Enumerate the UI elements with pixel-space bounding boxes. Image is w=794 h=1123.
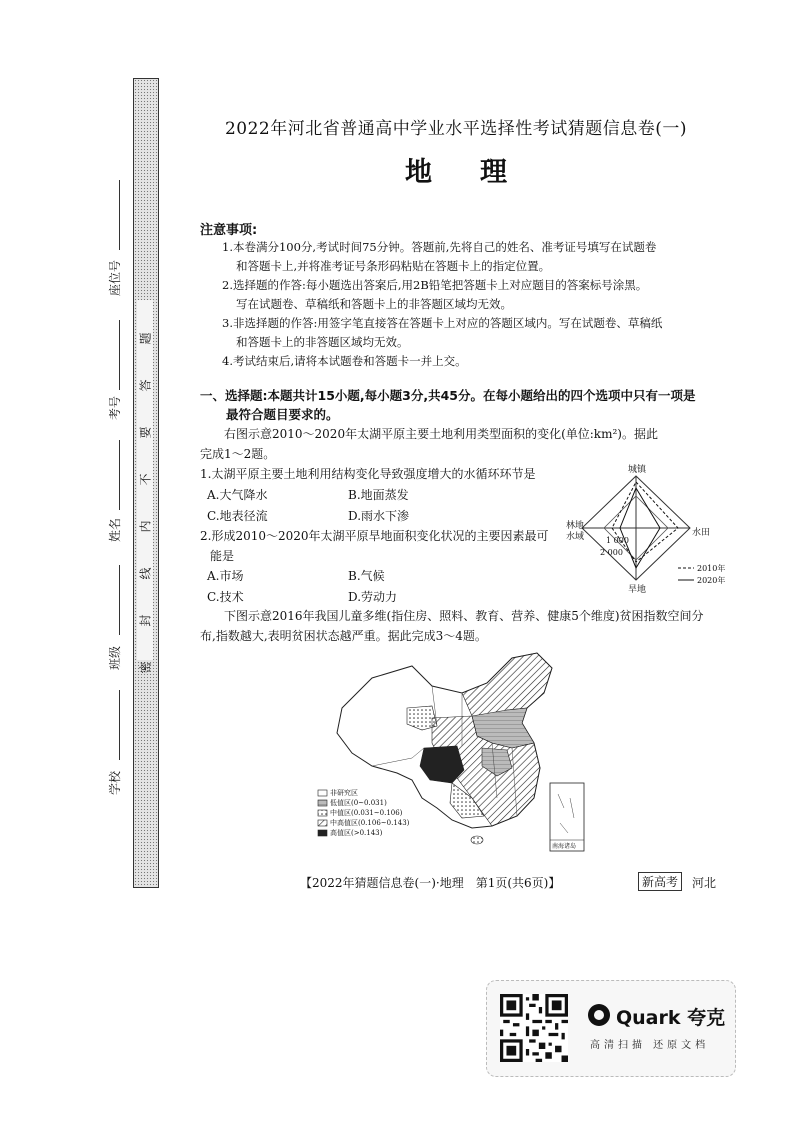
map-legend-item: 高值区(>0.143): [330, 829, 383, 837]
section-heading-line: 一、选择题:本题共计15小题,每小题3分,共45分。在每小题给出的四个选项中只有一项是: [200, 388, 696, 403]
radar-tick: 2 000: [600, 548, 623, 557]
question-1: [200, 464, 560, 484]
radar-legend-2020: 2020年: [697, 576, 726, 585]
map-legend-item: 中高值区(0.106~0.143): [330, 819, 410, 827]
question-2: [200, 526, 560, 566]
seat-number-label: 座位号: [108, 259, 122, 296]
strip-char: 不: [138, 473, 153, 486]
map-legend-item: 中值区(0.031~0.106): [330, 809, 403, 817]
intro-paragraph-2: [200, 606, 730, 646]
option-c[interactable]: C.地表径流: [207, 509, 268, 523]
radar-legend-2010: 2010年: [697, 564, 726, 573]
option-d[interactable]: D.雨水下渗: [348, 509, 410, 523]
school-label: 学校: [108, 770, 122, 795]
name-line: [119, 440, 120, 510]
intro-line: 布,指数越大,表明贫困状态越严重。据此完成3～4题。: [200, 629, 487, 643]
map-legend: [330, 788, 409, 838]
note-line: 和答题卡上的非答题区域均无效。: [236, 335, 409, 349]
strip-char: 题: [138, 332, 153, 345]
radar-label-dryland: 旱地: [628, 585, 647, 595]
question-stem: 1.太湖平原主要土地利用结构变化导致强度增大的水循环环节是: [200, 467, 536, 481]
radar-label-forest: 林地: [566, 521, 585, 531]
strip-char: 内: [138, 520, 153, 533]
class-line: [119, 565, 120, 635]
option-c[interactable]: C.技术: [207, 590, 244, 604]
exam-title: 2022年河北省普通高中学业水平选择性考试猜题信息卷(一): [224, 119, 688, 139]
seat-number-line: [119, 180, 120, 250]
notes-heading: 注意事项:: [200, 223, 258, 238]
option-b[interactable]: B.地面蒸发: [348, 488, 409, 502]
option-b[interactable]: B.气候: [348, 569, 385, 583]
map-inset-label: 南海诸岛: [552, 843, 577, 850]
name-label: 姓名: [108, 517, 122, 542]
footer-badge: 新高考: [638, 872, 682, 891]
intro-line: 右图示意2010～2020年太湖平原主要土地利用类型面积的变化(单位:km²)。据此: [224, 427, 658, 441]
footer-province: 河北: [692, 876, 717, 890]
radar-tick: 1 000: [606, 536, 629, 545]
map-legend-item: 低值区(0~0.031): [330, 799, 387, 807]
option-a[interactable]: A.市场: [207, 569, 244, 583]
school-line: [119, 690, 120, 760]
strip-char: 答: [138, 379, 153, 392]
note-line: 写在试题卷、草稿纸和答题卡上的非答题区域均无效。: [236, 297, 512, 311]
binding-strip-text: [137, 330, 153, 676]
quark-logo-icon: [588, 1004, 610, 1026]
page-footer: 【2022年猜题信息卷(一)·地理 第1页(共6页)】: [300, 876, 561, 890]
question-stem: 能是: [210, 549, 235, 563]
strip-char: 密: [138, 661, 153, 674]
section-heading: [200, 386, 730, 424]
qr-code-icon: [500, 994, 568, 1062]
quark-brand-name: Quark 夸克: [616, 1007, 726, 1029]
intro-line: 下图示意2016年我国儿童多维(指住房、照料、教育、营养、健康5个维度)贫困指数空间分: [224, 609, 704, 623]
option-a[interactable]: A.大气降水: [207, 488, 268, 502]
radar-label-paddy: 水田: [692, 528, 711, 538]
note-line: 2.选择题的作答:每小题选出答案后,用2B铅笔把答题卡上对应题目的答案标号涂黑。: [222, 278, 648, 292]
map-legend-item: 非研究区: [330, 789, 358, 797]
exam-number-line: [119, 320, 120, 390]
subject-title: 地理: [405, 157, 555, 188]
section-heading-line: 最符合题目要求的。: [226, 407, 339, 422]
option-d[interactable]: D.劳动力: [348, 590, 398, 604]
exam-number-label: 考号: [108, 395, 122, 420]
note-line: 1.本卷满分100分,考试时间75分钟。答题前,先将自己的姓名、准考证号填写在试题卷: [222, 240, 657, 254]
note-line: 4.考试结束后,请将本试题卷和答题卡一并上交。: [222, 354, 467, 368]
strip-char: 线: [138, 567, 153, 580]
intro-line: 完成1～2题。: [200, 447, 276, 461]
question-stem: 2.形成2010～2020年太湖平原旱地面积变化状况的主要因素最可: [200, 529, 549, 543]
strip-char: 封: [138, 614, 153, 627]
radar-label-water: 水域: [566, 532, 585, 542]
quark-tagline: 高清扫描 还原文档: [590, 1040, 710, 1051]
note-line: 和答题卡上,并将准考证号条形码粘贴在答题卡上的指定位置。: [236, 259, 551, 273]
radar-label-urban: 城镇: [628, 465, 647, 475]
class-label: 班级: [108, 645, 122, 670]
strip-char: 要: [138, 426, 153, 439]
note-line: 3.非选择题的作答:用签字笔直接答在答题卡上对应的答题区域内。写在试题卷、草稿纸: [222, 316, 663, 330]
